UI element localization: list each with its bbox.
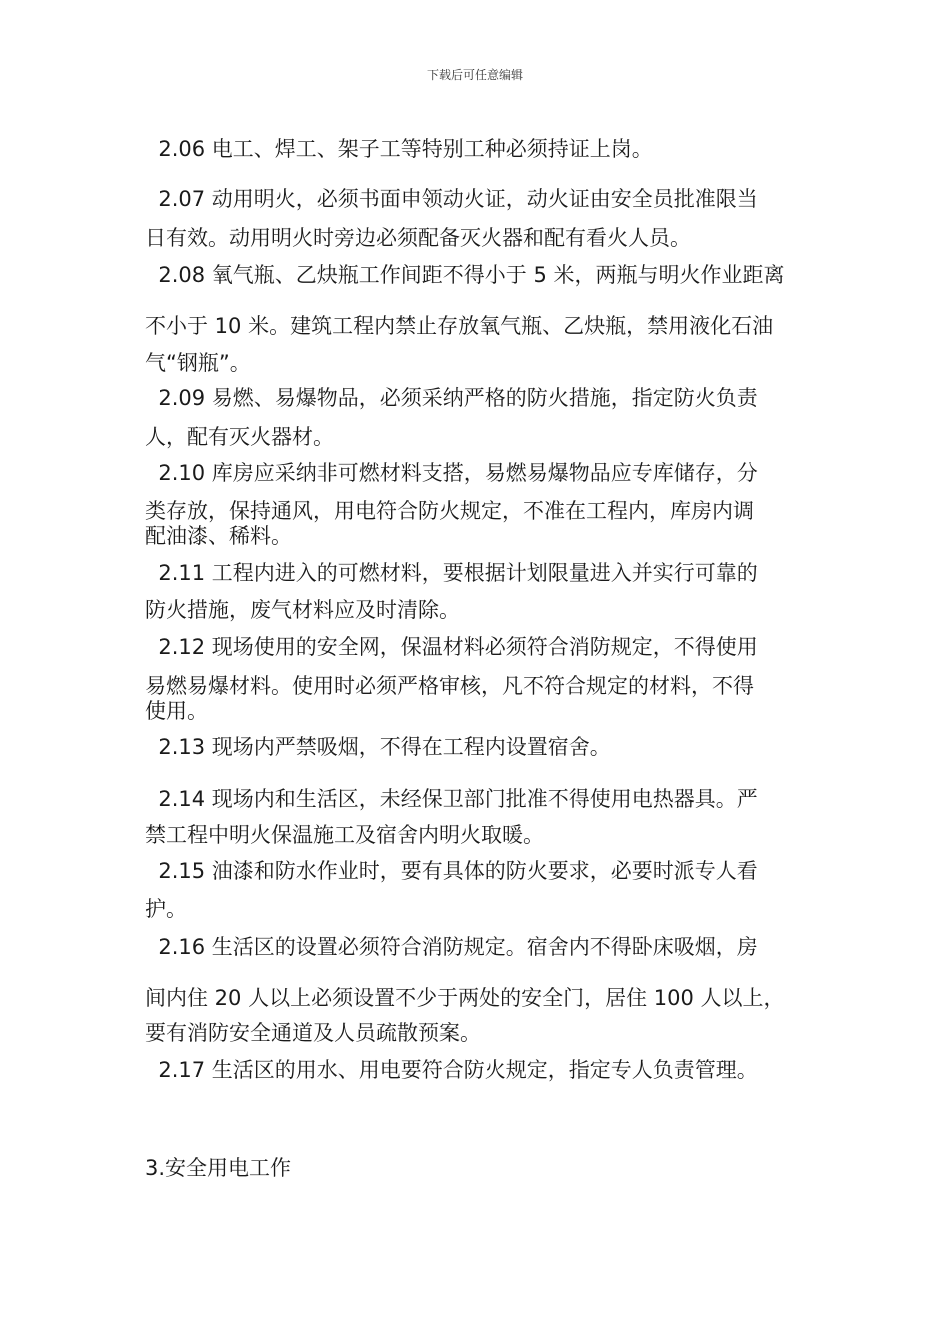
- text-line: 易燃易爆材料。使用时必须严格审核，凡不符合规定的材料，不得: [145, 674, 754, 698]
- text-line: 气“钢瓶”。: [145, 351, 251, 375]
- text-line: 防火措施，废气材料应及时清除。: [145, 598, 460, 622]
- text-line: 人，配有灭火器材。: [145, 425, 334, 449]
- text-line: 使用。: [145, 699, 208, 723]
- text-line: 2.13 现场内严禁吸烟，不得在工程内设置宿舍。: [145, 735, 611, 759]
- text-line: 2.17 生活区的用水、用电要符合防火规定，指定专人负责管理。: [145, 1058, 758, 1082]
- text-line: 2.09 易燃、易爆物品，必须采纳严格的防火措施，指定防火负责: [145, 386, 758, 410]
- text-line: 日有效。动用明火时旁边必须配备灭火器和配有看火人员。: [145, 226, 691, 250]
- text-line: 2.07 动用明火，必须书面申领动火证，动火证由安全员批准限当: [145, 187, 758, 211]
- text-line: 2.06 电工、焊工、架子工等特别工种必须持证上岗。: [145, 137, 653, 161]
- text-line: 2.14 现场内和生活区，未经保卫部门批准不得使用电热器具。严: [145, 787, 758, 811]
- text-line: 2.10 库房应采纳非可燃材料支搭，易燃易爆物品应专库储存，分: [145, 461, 758, 485]
- text-line: 护。: [145, 897, 187, 921]
- section-heading: 3.安全用电工作: [145, 1156, 292, 1180]
- text-line: 2.16 生活区的设置必须符合消防规定。宿舍内不得卧床吸烟，房: [145, 935, 758, 959]
- text-line: 2.12 现场使用的安全网，保温材料必须符合消防规定，不得使用: [145, 635, 758, 659]
- text-line: 2.15 油漆和防水作业时，要有具体的防火要求，必要时派专人看: [145, 859, 758, 883]
- text-line: 2.08 氧气瓶、乙炔瓶工作间距不得小于 5 米，两瓶与明火作业距离: [145, 263, 785, 287]
- text-line: 2.11 工程内进入的可燃材料，要根据计划限量进入并实行可靠的: [145, 561, 758, 585]
- text-line: 禁工程中明火保温施工及宿舍内明火取暖。: [145, 823, 544, 847]
- text-line: 配油漆、稀料。: [145, 524, 292, 548]
- text-line: 不小于 10 米。建筑工程内禁止存放氧气瓶、乙炔瓶，禁用液化石油: [145, 314, 774, 338]
- text-line: 类存放，保持通风，用电符合防火规定，不准在工程内，库房内调: [145, 499, 754, 523]
- page-header: 下载后可任意编辑: [426, 68, 523, 82]
- text-line: 间内住 20 人以上必须设置不少于两处的安全门，居住 100 人以上，: [145, 986, 785, 1010]
- text-line: 要有消防安全通道及人员疏散预案。: [145, 1021, 481, 1045]
